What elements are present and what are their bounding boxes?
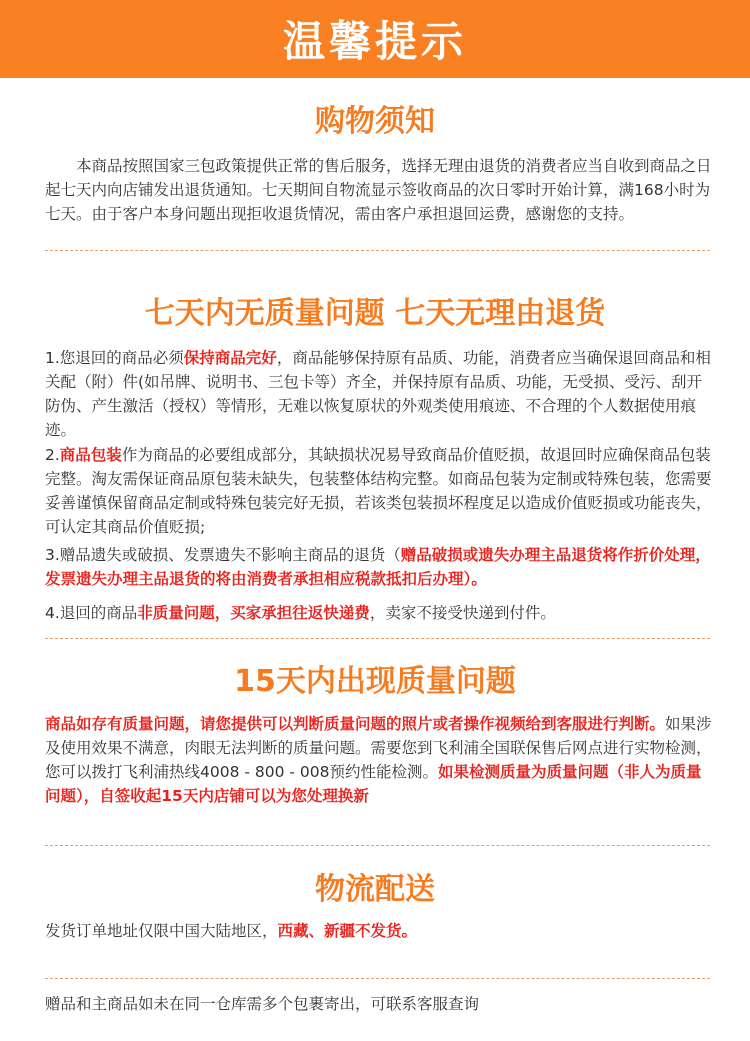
return-item-4-pre: 4.退回的商品 bbox=[45, 604, 138, 622]
quality-highlight-2: 如果检测质量为质量问题（非人为质量问题），自签收起15天内店铺可以为您处理换新 bbox=[45, 763, 702, 805]
return-item-4-post: ，卖家不接受快递到付件。 bbox=[369, 604, 556, 622]
return-item-2-post: 作为商品的必要组成部分，其缺损状况易导致商品价值贬损，故退回时应确保商品包装完整。淘友需保证商品原包装未缺失，包装整体结构完整。如商品包装为定制或特殊包装，您需要妥善谨慎保留商品定制或特殊包装完好无损，若该类包装损坏程度足以造成价值贬损或功能丧失，可认定其商品价值贬损; bbox=[45, 446, 712, 536]
seven-day-return-title: 七天内无质量问题 七天无理由退货 bbox=[144, 296, 606, 331]
banner-title: 温馨提示 bbox=[282, 17, 467, 66]
quality-15-day-text bbox=[45, 712, 715, 808]
shopping-notice-text: 本商品按照国家三包政策提供正常的售后服务，选择无理由退货的消费者应当自收到商品之日起七天内向店铺发出退货通知。七天期间自物流显示签收商品的次日零时开始计算，满168小时为七天。由于客户本身问题出现拒收退货情况，需由客户承担退回运费，感谢您的支持。 bbox=[45, 157, 712, 223]
return-item-1 bbox=[45, 346, 715, 442]
quality-mid-text: 如果涉及使用效果不满意，肉眼无法判断的质量问题。需要您到飞利浦全国联保售后网点进行实物检测，您可以拨打飞利浦热线4008 - 800 - 008预约性能检测。 bbox=[45, 715, 712, 781]
return-item-1-highlight: 保持商品完好 bbox=[183, 349, 277, 367]
return-item-3-highlight: 赠品破损或遗失办理主品退货将作折价处理，发票遗失办理主品退货的将由消费者承担相应税款抵扣后办理）。 bbox=[45, 546, 711, 588]
logistics-text bbox=[45, 919, 715, 943]
logistics-highlight: 西藏、新疆不发货。 bbox=[277, 922, 418, 940]
return-item-2-pre: 2. bbox=[45, 446, 60, 464]
logistics-title: 物流配送 bbox=[315, 872, 435, 907]
quality-15-day-title: 15天内出现质量问题 bbox=[234, 664, 516, 699]
divider bbox=[45, 638, 710, 639]
return-item-1-pre: 1.您退回的商品必须 bbox=[45, 349, 184, 367]
divider bbox=[45, 250, 710, 251]
return-item-3-pre: 3.赠品遗失或破损、发票遗失不影响主商品的退货（ bbox=[45, 546, 401, 564]
return-item-4-highlight: 非质量问题，买家承担往返快递费 bbox=[137, 604, 370, 622]
return-item-2 bbox=[45, 443, 715, 539]
shopping-notice-title: 购物须知 bbox=[315, 104, 435, 139]
footer-note: 赠品和主商品如未在同一仓库需多个包裹寄出，可联系客服查询 bbox=[45, 995, 480, 1013]
divider bbox=[45, 978, 710, 979]
return-item-3 bbox=[45, 543, 715, 591]
divider bbox=[45, 845, 710, 846]
return-item-1-post: ，商品能够保持原有品质、功能，消费者应当确保退回商品和相关配（附）件(如吊牌、说明书、三包卡等）齐全，并保持原有品质、功能，无受损、受污、刮开防伪、产生激活（授权）等情形，无难以恢复原状的外观类使用痕迹、不合理的个人数据使用痕迹。 bbox=[45, 349, 711, 439]
return-item-4 bbox=[45, 601, 715, 625]
logistics-pre: 发货订单地址仅限中国大陆地区， bbox=[45, 922, 278, 940]
quality-highlight-1: 商品如存有质量问题，请您提供可以判断质量问题的照片或者操作视频给到客服进行判断。 bbox=[45, 715, 666, 733]
header-banner bbox=[0, 0, 750, 78]
return-item-2-highlight: 商品包装 bbox=[59, 446, 122, 464]
